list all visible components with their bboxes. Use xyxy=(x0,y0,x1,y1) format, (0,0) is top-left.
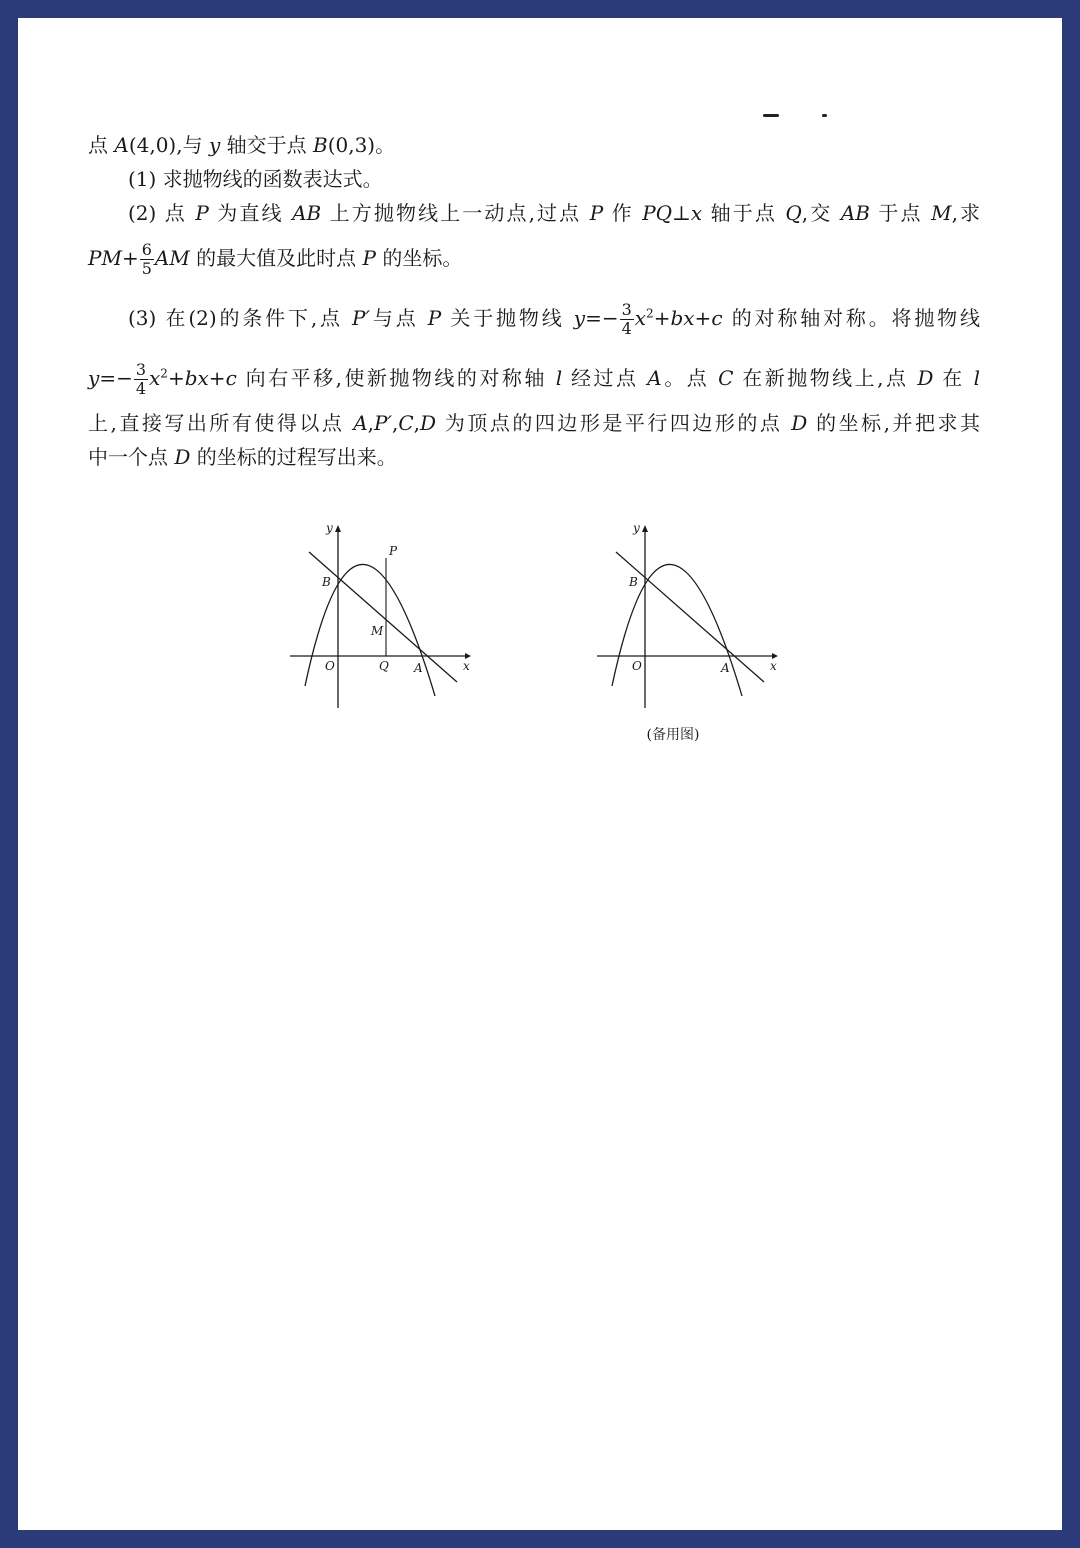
question-part-3-line-2: y=− $\frac{3}{4}$ $x^2+bx+c$ 向右平移,使新抛物线的对称轴 l 经过点 A。点 C 在新抛物线上,点 D 在 l xyxy=(88,360,981,398)
figure-main xyxy=(285,520,475,719)
label-q: Q xyxy=(379,659,389,673)
question-part-3: (3) 在(2)的条件下,点 P′与点 P 关于抛物线 y=− $\frac{3}{4}$ $x^2+bx+c$ 的对称轴对称。将抛物线 xyxy=(128,300,981,338)
parabola-diagram-backup xyxy=(592,520,782,715)
label-a: A xyxy=(414,661,423,675)
question-part-2-formula: PM+ $\frac{6}{5}$ AM 的最大值及此时点 P 的坐标。 xyxy=(88,240,463,278)
label-o: O xyxy=(325,659,335,673)
label-x: x xyxy=(770,659,777,673)
label-y: y xyxy=(326,521,333,535)
question-part-2: (2) 点 P 为直线 AB 上方抛物线上一动点,过点 P 作 PQ⊥x 轴于点 Q,交 AB 于点 M,求 xyxy=(128,201,981,225)
label-o: O xyxy=(632,659,642,673)
y-axis-arrow xyxy=(642,525,648,532)
label-p: P xyxy=(389,544,398,558)
question-part-1: (1) 求抛物线的函数表达式。 xyxy=(128,167,383,191)
label-b: B xyxy=(322,575,331,589)
fraction: $\frac{3}{4}$ xyxy=(135,360,147,398)
question-part-3-line-3: 上,直接写出所有使得以点 A,P′,C,D 为顶点的四边形是平行四边形的点 D 的坐标,并把求其 xyxy=(88,411,981,435)
fraction: $\frac{6}{5}$ xyxy=(141,240,152,278)
question-part-3-line-4: 中一个点 D 的坐标的过程写出来。 xyxy=(88,445,397,469)
problem-text xyxy=(68,128,980,474)
scan-mark xyxy=(763,114,779,117)
parabola-diagram xyxy=(285,520,475,715)
label-m: M xyxy=(371,624,384,638)
label-x: x xyxy=(463,659,470,673)
figure-backup xyxy=(592,520,782,719)
label-b: B xyxy=(629,575,638,589)
scan-mark xyxy=(822,114,827,117)
fraction: $\frac{3}{4}$ xyxy=(621,300,632,338)
label-a: A xyxy=(721,661,730,675)
problem-line-1: 点 A(4,0),与 y 轴交于点 B(0,3)。 xyxy=(88,133,396,157)
label-y: y xyxy=(633,521,640,535)
figure-caption: (备用图) xyxy=(646,727,700,743)
y-axis-arrow xyxy=(335,525,341,532)
